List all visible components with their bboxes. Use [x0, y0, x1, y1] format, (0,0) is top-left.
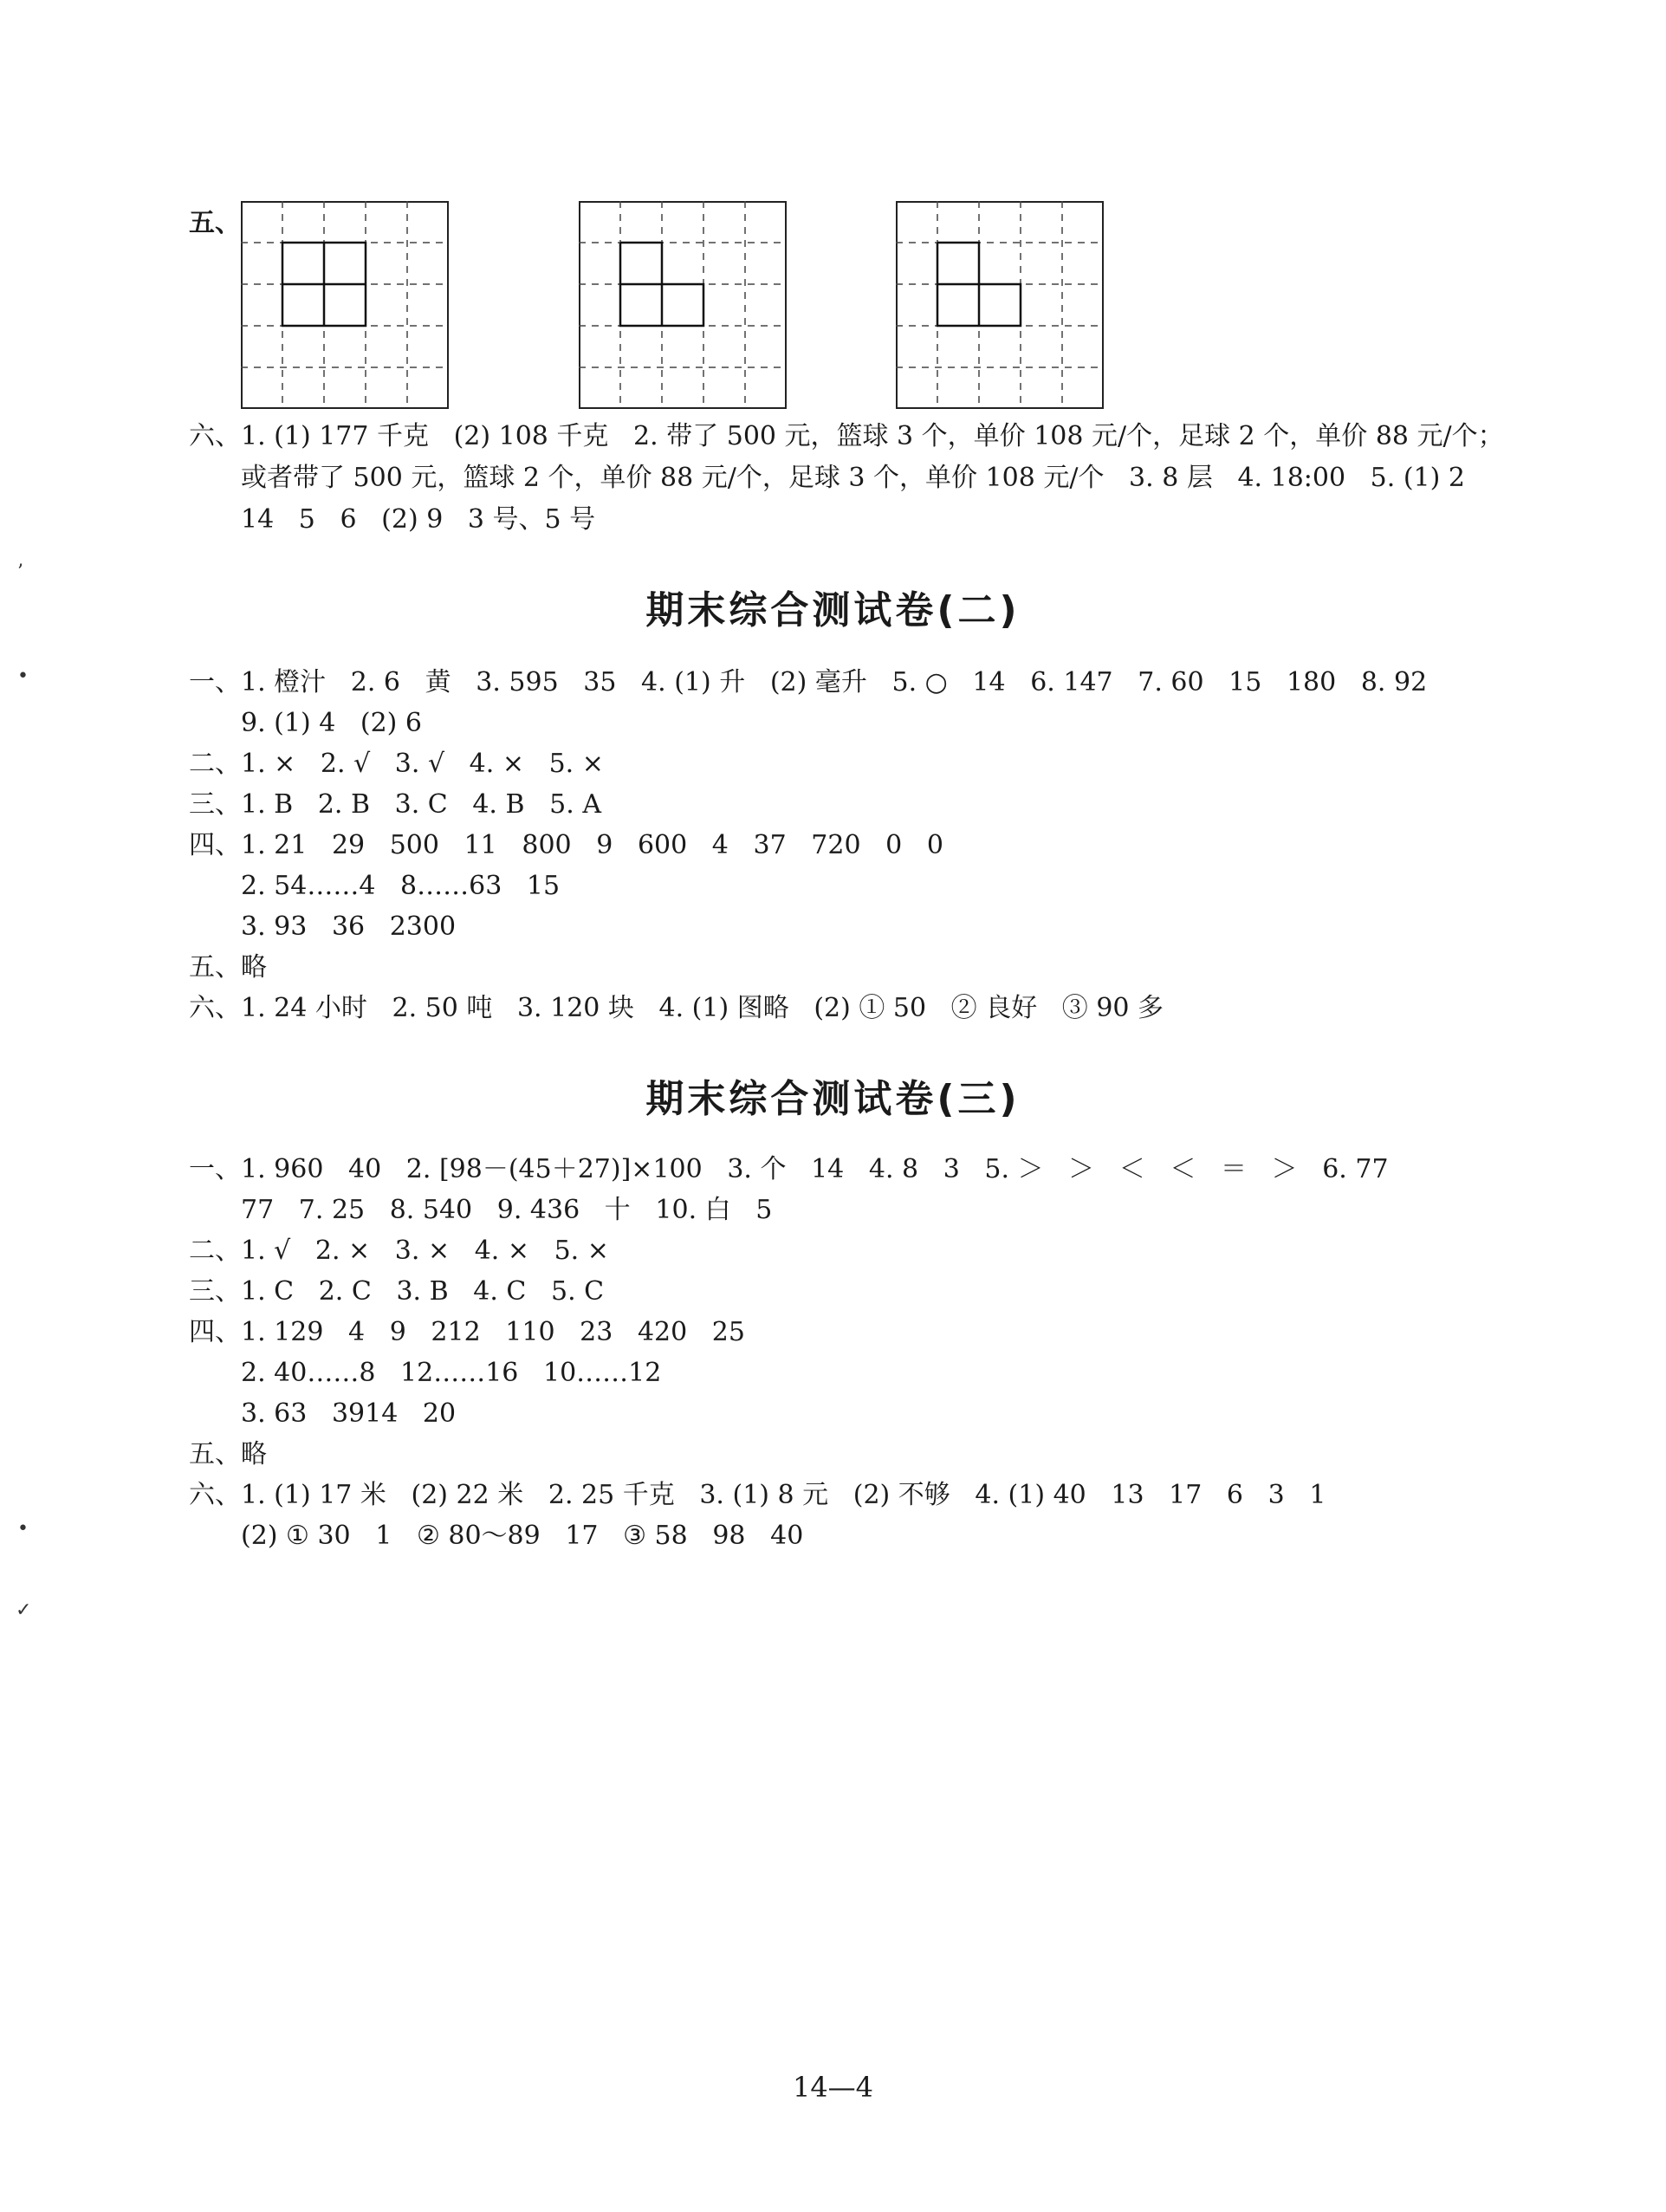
test2-line: 四、1. 21 29 500 11 800 9 600 4 37 720 0 0	[189, 830, 943, 860]
test2-title: 期末综合测试卷(二)	[645, 588, 1021, 632]
test3-line: 五、略	[189, 1439, 267, 1469]
section6-line-2: 或者带了 500 元，篮球 2 个，单价 88 元/个，足球 3 个，单价 108 元/个 3. 8 层 4. 18:00 5. (1) 2	[241, 463, 1465, 493]
margin-mark: •	[17, 665, 29, 687]
grid-figure-1	[241, 201, 449, 409]
margin-mark: ’	[17, 561, 23, 583]
test3-line: 一、1. 960 40 2. [98－(45＋27)]×100 3. 个 14 4. 8 3 5. ＞ ＞ ＜ ＜ ＝ ＞ 6. 77	[189, 1154, 1389, 1184]
test2-line: 五、略	[189, 952, 267, 983]
page-number: 14—4	[792, 2071, 874, 2104]
test3-line: 三、1. C 2. C 3. B 4. C 5. C	[189, 1276, 605, 1307]
section6-line-3: 14 5 6 (2) 9 3 号、5 号	[241, 504, 596, 535]
margin-mark: ✓	[16, 1599, 32, 1621]
test3-line: 77 7. 25 8. 540 9. 436 十 10. 白 5	[241, 1195, 773, 1225]
test2-line: 六、1. 24 小时 2. 50 吨 3. 120 块 4. (1) 图略 (2) ① 50 ② 良好 ③ 90 多	[189, 993, 1164, 1023]
grid-figure-3	[896, 201, 1104, 409]
margin-mark: •	[17, 1518, 29, 1540]
test3-line: 六、1. (1) 17 米 (2) 22 米 2. 25 千克 3. (1) 8 元 (2) 不够 4. (1) 40 13 17 6 3 1	[189, 1480, 1326, 1510]
test3-line: (2) ① 30 1 ② 80～89 17 ③ 58 98 40	[241, 1521, 804, 1551]
test3-line: 2. 40……8 12……16 10……12	[241, 1358, 662, 1388]
test2-line: 2. 54……4 8……63 15	[241, 871, 561, 901]
section6-line-1: 六、1. (1) 177 千克 (2) 108 千克 2. 带了 500 元，篮球 3 个，单价 108 元/个，足球 2 个，单价 88 元/个；	[189, 421, 1504, 451]
section5-label: 五、	[189, 208, 241, 238]
grid-figure-2	[579, 201, 787, 409]
test3-line: 二、1. √ 2. × 3. × 4. × 5. ×	[189, 1236, 609, 1266]
test2-line: 9. (1) 4 (2) 6	[241, 708, 423, 738]
test2-line: 二、1. × 2. √ 3. √ 4. × 5. ×	[189, 749, 604, 779]
test3-line: 四、1. 129 4 9 212 110 23 420 25	[189, 1317, 745, 1347]
test2-line: 3. 93 36 2300	[241, 911, 457, 942]
test3-line: 3. 63 3914 20	[241, 1398, 457, 1429]
test3-title: 期末综合测试卷(三)	[645, 1077, 1021, 1121]
test2-line: 三、1. B 2. B 3. C 4. B 5. A	[189, 789, 601, 820]
test2-line: 一、1. 橙汁 2. 6 黄 3. 595 35 4. (1) 升 (2) 毫升 5. ○ 14 6. 147 7. 60 15 180 8. 92	[189, 667, 1428, 697]
